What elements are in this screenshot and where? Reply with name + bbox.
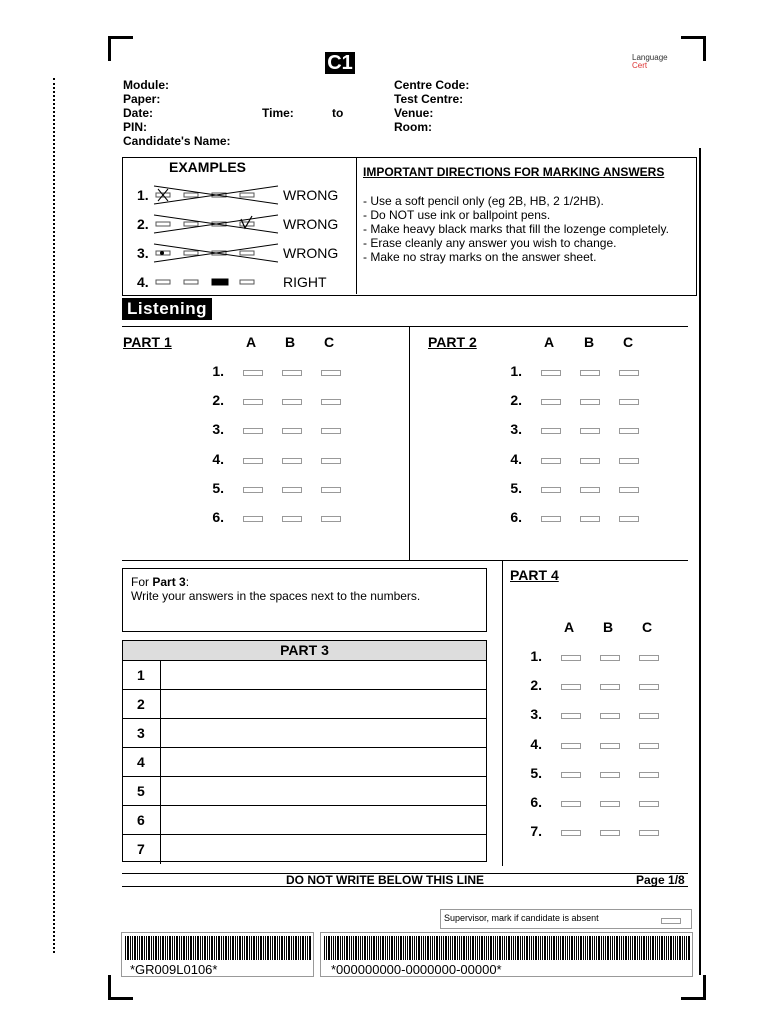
part3-instructions-box bbox=[122, 568, 487, 632]
part1-q-num: 3. bbox=[212, 421, 224, 437]
example-lozenges bbox=[153, 183, 279, 293]
barcode-1-text: *GR009L0106* bbox=[130, 962, 218, 977]
answer-lozenge[interactable] bbox=[561, 830, 581, 836]
part3-row[interactable] bbox=[123, 690, 486, 719]
part3-row[interactable] bbox=[123, 835, 486, 864]
answer-lozenge[interactable] bbox=[639, 684, 659, 690]
direction-item: - Erase cleanly any answer you wish to change. bbox=[363, 236, 617, 250]
date-label: Date: bbox=[123, 106, 154, 120]
supervisor-absent-box bbox=[440, 909, 692, 929]
part4-grid bbox=[518, 648, 668, 848]
part1-col-b: B bbox=[284, 334, 296, 350]
page-number: Page 1/8 bbox=[636, 873, 685, 887]
answer-lozenge[interactable] bbox=[580, 458, 600, 464]
corner-mark-top-left bbox=[108, 36, 133, 61]
answer-lozenge[interactable] bbox=[580, 428, 600, 434]
part1-grid bbox=[200, 363, 350, 538]
part2-q-num: 6. bbox=[510, 509, 522, 525]
example-word: WRONG bbox=[283, 245, 339, 261]
corner-mark-bottom-left bbox=[108, 975, 133, 1000]
brand-line1: Language bbox=[632, 53, 668, 62]
part3-row-num: 4 bbox=[123, 748, 161, 776]
answer-lozenge[interactable] bbox=[639, 713, 659, 719]
part4-col-b: B bbox=[602, 619, 614, 635]
candidate-name-label: Candidate's Name: bbox=[123, 134, 231, 148]
part3-row[interactable] bbox=[123, 777, 486, 806]
part4-q-num: 5. bbox=[530, 765, 542, 781]
answer-lozenge[interactable] bbox=[600, 772, 620, 778]
answer-lozenge[interactable] bbox=[600, 684, 620, 690]
answer-lozenge[interactable] bbox=[282, 516, 302, 522]
box-divider bbox=[356, 158, 357, 294]
test-centre-label: Test Centre: bbox=[394, 92, 464, 106]
directions-title: IMPORTANT DIRECTIONS FOR MARKING ANSWERS bbox=[363, 165, 665, 179]
part4-q-num: 7. bbox=[530, 823, 542, 839]
answer-lozenge[interactable] bbox=[600, 801, 620, 807]
part4-q-num: 6. bbox=[530, 794, 542, 810]
part2-q-num: 1. bbox=[510, 363, 522, 379]
answer-lozenge[interactable] bbox=[243, 428, 263, 434]
example-word: WRONG bbox=[283, 216, 339, 232]
answer-lozenge[interactable] bbox=[619, 458, 639, 464]
direction-item: - Use a soft pencil only (eg 2B, HB, 2 1/2HB). bbox=[363, 194, 604, 208]
absent-lozenge[interactable] bbox=[661, 918, 681, 924]
answer-lozenge[interactable] bbox=[639, 655, 659, 661]
header-right bbox=[394, 78, 469, 134]
answer-lozenge[interactable] bbox=[600, 743, 620, 749]
part2-col-b: B bbox=[583, 334, 595, 350]
part3-row-num: 5 bbox=[123, 777, 161, 805]
answer-lozenge[interactable] bbox=[619, 399, 639, 405]
answer-lozenge[interactable] bbox=[243, 458, 263, 464]
part3-row-num: 1 bbox=[123, 661, 161, 689]
module-label: Module: bbox=[123, 78, 169, 92]
example-row-2-marks bbox=[154, 215, 278, 233]
part1-q-num: 6. bbox=[212, 509, 224, 525]
example-num: 4. bbox=[137, 274, 149, 290]
part2-col-c: C bbox=[622, 334, 634, 350]
part4-divider bbox=[502, 560, 503, 866]
direction-item: - Make no stray marks on the answer sheet. bbox=[363, 250, 597, 264]
direction-item: - Make heavy black marks that fill the lozenge completely. bbox=[363, 222, 669, 236]
time-to-label: to bbox=[332, 106, 344, 120]
part2-q-num: 4. bbox=[510, 451, 522, 467]
example-num: 2. bbox=[137, 216, 149, 232]
answer-lozenge[interactable] bbox=[561, 655, 581, 661]
part3-row[interactable] bbox=[123, 661, 486, 690]
answer-lozenge[interactable] bbox=[321, 399, 341, 405]
part1-q-num: 4. bbox=[212, 451, 224, 467]
answer-lozenge[interactable] bbox=[600, 830, 620, 836]
direction-item: - Do NOT use ink or ballpoint pens. bbox=[363, 208, 551, 222]
answer-lozenge[interactable] bbox=[321, 370, 341, 376]
directions-list bbox=[363, 194, 669, 264]
answer-lozenge[interactable] bbox=[580, 399, 600, 405]
answer-lozenge[interactable] bbox=[580, 516, 600, 522]
corner-mark-top-right bbox=[681, 36, 706, 61]
supervisor-absent-label: Supervisor, mark if candidate is absent bbox=[444, 913, 599, 923]
part4-col-a: A bbox=[563, 619, 575, 635]
part-divider bbox=[409, 327, 410, 560]
colon-text: : bbox=[185, 575, 190, 589]
answer-lozenge[interactable] bbox=[282, 428, 302, 434]
part3-row-num: 2 bbox=[123, 690, 161, 718]
answer-lozenge[interactable] bbox=[321, 428, 341, 434]
section-title: Listening bbox=[122, 298, 212, 320]
example-word: WRONG bbox=[283, 187, 339, 203]
example-row-1-marks bbox=[154, 186, 278, 204]
time-label: Time: bbox=[262, 106, 294, 120]
examples-directions-box bbox=[122, 157, 697, 296]
part1-col-c: C bbox=[323, 334, 335, 350]
part3-table-title: PART 3 bbox=[123, 641, 486, 661]
answer-lozenge[interactable] bbox=[561, 743, 581, 749]
answer-lozenge[interactable] bbox=[600, 713, 620, 719]
venue-label: Venue: bbox=[394, 106, 434, 120]
answer-lozenge[interactable] bbox=[639, 743, 659, 749]
section-rule bbox=[122, 326, 688, 327]
answer-lozenge[interactable] bbox=[321, 487, 341, 493]
part3-row[interactable] bbox=[123, 719, 486, 748]
answer-lozenge[interactable] bbox=[541, 370, 561, 376]
part1-title: PART 1 bbox=[123, 334, 172, 350]
example-word: RIGHT bbox=[283, 274, 327, 290]
example-num: 1. bbox=[137, 187, 149, 203]
examples-title: EXAMPLES bbox=[169, 159, 247, 175]
barcode-1-graphic bbox=[125, 936, 311, 960]
answer-lozenge[interactable] bbox=[561, 801, 581, 807]
part3-ref: Part 3 bbox=[152, 575, 186, 589]
level-badge: C1 bbox=[325, 52, 355, 74]
answer-lozenge[interactable] bbox=[541, 487, 561, 493]
answer-lozenge[interactable] bbox=[282, 399, 302, 405]
example-row-3-marks bbox=[154, 244, 278, 262]
part2-q-num: 3. bbox=[510, 421, 522, 437]
part4-q-num: 4. bbox=[530, 736, 542, 752]
answer-lozenge[interactable] bbox=[282, 370, 302, 376]
example-num: 3. bbox=[137, 245, 149, 261]
answer-lozenge[interactable] bbox=[541, 516, 561, 522]
answer-lozenge[interactable] bbox=[639, 772, 659, 778]
centre-code-label: Centre Code: bbox=[394, 78, 470, 92]
do-not-write-notice: DO NOT WRITE BELOW THIS LINE bbox=[286, 873, 484, 887]
answer-lozenge[interactable] bbox=[561, 713, 581, 719]
right-timing-line bbox=[699, 148, 701, 975]
for-text: For bbox=[131, 575, 153, 589]
answer-lozenge[interactable] bbox=[639, 830, 659, 836]
part3-table bbox=[122, 640, 487, 862]
barcode-box-1 bbox=[121, 932, 314, 977]
answer-lozenge[interactable] bbox=[541, 458, 561, 464]
part4-title: PART 4 bbox=[510, 567, 559, 583]
answer-lozenge[interactable] bbox=[243, 487, 263, 493]
answer-lozenge[interactable] bbox=[600, 655, 620, 661]
answer-lozenge[interactable] bbox=[561, 684, 581, 690]
part1-q-num: 5. bbox=[212, 480, 224, 496]
part3-instructions-text: Write your answers in the spaces next to the numbers. bbox=[131, 589, 421, 603]
answer-lozenge[interactable] bbox=[580, 370, 600, 376]
cut-line bbox=[53, 78, 55, 953]
answer-lozenge[interactable] bbox=[541, 428, 561, 434]
room-label: Room: bbox=[394, 120, 432, 134]
corner-mark-bottom-right bbox=[681, 975, 706, 1000]
part3-instructions-heading bbox=[131, 575, 478, 589]
part1-col-a: A bbox=[245, 334, 257, 350]
answer-lozenge[interactable] bbox=[243, 370, 263, 376]
example-row-4-marks bbox=[156, 279, 254, 285]
brand-logo bbox=[632, 54, 668, 70]
barcode-box-2 bbox=[320, 932, 693, 977]
part4-col-c: C bbox=[641, 619, 653, 635]
answer-lozenge[interactable] bbox=[321, 458, 341, 464]
part4-q-num: 1. bbox=[530, 648, 542, 664]
answer-lozenge[interactable] bbox=[619, 428, 639, 434]
pin-label: PIN: bbox=[123, 120, 147, 134]
part1-q-num: 1. bbox=[212, 363, 224, 379]
part3-row-num: 3 bbox=[123, 719, 161, 747]
answer-lozenge[interactable] bbox=[282, 458, 302, 464]
brand-line2: Cert bbox=[632, 61, 648, 70]
answer-lozenge[interactable] bbox=[243, 399, 263, 405]
answer-lozenge[interactable] bbox=[243, 516, 263, 522]
paper-label: Paper: bbox=[123, 92, 161, 106]
part2-title: PART 2 bbox=[428, 334, 477, 350]
answer-lozenge[interactable] bbox=[580, 487, 600, 493]
answer-lozenge[interactable] bbox=[639, 801, 659, 807]
part3-row-num: 6 bbox=[123, 806, 161, 834]
part4-q-num: 3. bbox=[530, 706, 542, 722]
part1-q-num: 2. bbox=[212, 392, 224, 408]
part2-col-a: A bbox=[543, 334, 555, 350]
header-left bbox=[123, 78, 231, 148]
part3-row-num: 7 bbox=[123, 835, 161, 864]
answer-lozenge[interactable] bbox=[619, 516, 639, 522]
answer-lozenge[interactable] bbox=[619, 487, 639, 493]
answer-lozenge[interactable] bbox=[541, 399, 561, 405]
answer-lozenge[interactable] bbox=[282, 487, 302, 493]
part2-q-num: 2. bbox=[510, 392, 522, 408]
answer-lozenge[interactable] bbox=[619, 370, 639, 376]
part2-q-num: 5. bbox=[510, 480, 522, 496]
examples-list bbox=[137, 183, 351, 293]
barcode-2-graphic bbox=[324, 936, 690, 960]
part3-row[interactable] bbox=[123, 806, 486, 835]
parts-bottom-rule bbox=[122, 560, 688, 561]
part4-q-num: 2. bbox=[530, 677, 542, 693]
barcode-2-text: *000000000-0000000-00000* bbox=[331, 962, 502, 977]
part3-row[interactable] bbox=[123, 748, 486, 777]
answer-lozenge[interactable] bbox=[321, 516, 341, 522]
answer-lozenge[interactable] bbox=[561, 772, 581, 778]
part2-grid bbox=[498, 363, 648, 538]
